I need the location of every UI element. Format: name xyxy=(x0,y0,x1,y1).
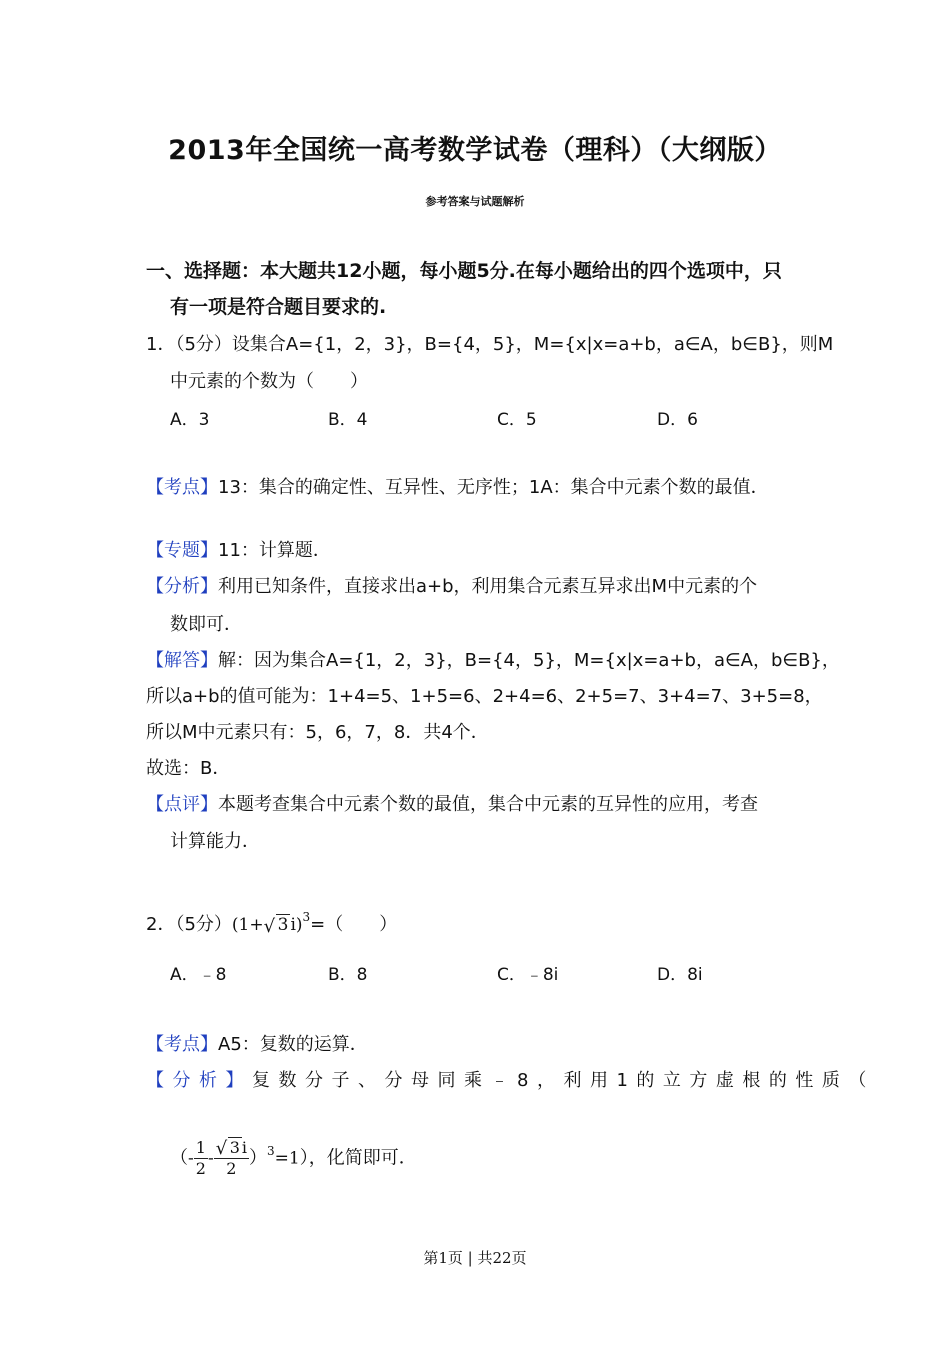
q1-dianping-tag: 【点评】 xyxy=(146,794,218,815)
section-heading-line2: 有一项是符合题目要求的. xyxy=(170,296,387,318)
q2-fraction-sqrt3i-den: 2 xyxy=(226,1159,237,1178)
q2-imag-unit: i xyxy=(290,915,296,935)
q1-option-d: D．6 xyxy=(657,410,698,430)
q1-jieda xyxy=(146,646,840,672)
q2-formula-sqrt: √ 3 xyxy=(215,1138,240,1159)
q1-dianping-line2: 计算能力． xyxy=(170,831,260,852)
q2-fenxi-tag: 【分析】 xyxy=(146,1070,252,1091)
q2-fenxi-line1: 复数分子、分母同乘﹣8，利用1的立方虚根的性质（ xyxy=(252,1070,875,1091)
q1-option-a: A．3 xyxy=(170,410,210,430)
q1-jieda-line4: 故选：B． xyxy=(146,758,231,779)
q1-jieda-tag: 【解答】 xyxy=(146,650,218,671)
q2-fraction-half-den: 2 xyxy=(195,1159,206,1178)
q1-jieda-line3: 所以M中元素只有：5，6，7，8．共4个． xyxy=(146,722,489,743)
q2-expr-close: ) xyxy=(295,915,303,935)
q2-formula-close: ） xyxy=(249,1147,267,1169)
q2-formula-minus: - xyxy=(188,1148,194,1169)
q1-jieda-line2: 所以a+b的值可能为：1+4=5、1+5=6、2+4=6、2+5=7、3+4=7、3+5=8， xyxy=(146,686,823,707)
document-title: 2013年全国统一高考数学试卷（理科）（大纲版） xyxy=(168,135,782,166)
q2-expression xyxy=(231,910,311,937)
q1-kaodian xyxy=(146,473,769,499)
q1-kaodian-text: 13：集合的确定性、互异性、无序性；1A：集合中元素个数的最值． xyxy=(218,477,769,498)
q2-fenxi-line2 xyxy=(170,1138,417,1179)
q1-dianping xyxy=(146,790,758,816)
q1-zhuanti-tag: 【专题】 xyxy=(146,540,218,561)
q1-fenxi xyxy=(146,572,757,598)
section-heading-line1: 一、选择题：本大题共12小题，每小题5分.在每小题给出的四个选项中，只 xyxy=(146,260,782,282)
q2-option-c: C．﹣8i xyxy=(497,965,559,985)
q1-zhuanti xyxy=(146,536,331,562)
q2-kaodian-tag: 【考点】 xyxy=(146,1034,218,1055)
q1-fenxi-tag: 【分析】 xyxy=(146,576,218,597)
q2-stem xyxy=(146,910,397,936)
q2-sqrt: √ 3 xyxy=(263,915,289,937)
q1-stem-line1: 1．（5分）设集合A={1，2，3}，B={4，5}，M={x|x=a+b，a∈A，b∈B}，则M xyxy=(146,334,834,355)
q2-option-d: D．8i xyxy=(657,965,703,985)
q1-fenxi-line2: 数即可． xyxy=(170,614,242,635)
q2-option-b: B．8 xyxy=(328,965,368,985)
q1-jieda-line1: 解：因为集合A={1，2，3}，B={4，5}，M={x|x=a+b，a∈A，b∈B}， xyxy=(218,650,840,671)
q1-option-b: B．4 xyxy=(328,410,368,430)
q2-option-a: A．﹣8 xyxy=(170,965,227,985)
q1-stem-line2: 中元素的个数为（ ） xyxy=(170,371,368,392)
q1-dianping-line1: 本题考查集合中元素个数的最值，集合中元素的互异性的应用，考查 xyxy=(218,794,758,815)
q2-formula-radicand: 3 xyxy=(229,1138,240,1157)
q2-formula-open: （ xyxy=(170,1147,188,1169)
q1-option-c: C．5 xyxy=(497,410,537,430)
q2-formula-imag: i xyxy=(241,1138,247,1157)
q2-fraction-sqrt3i-num xyxy=(214,1138,249,1159)
q2-fraction-half xyxy=(194,1138,208,1179)
q1-zhuanti-text: 11：计算题． xyxy=(218,540,331,561)
q2-fraction-half-num: 1 xyxy=(195,1138,206,1157)
q2-formula-minus2: - xyxy=(207,1148,214,1169)
q2-fenxi-tail: ），化简即可． xyxy=(299,1147,417,1169)
q2-radicand: 3 xyxy=(277,915,289,935)
q2-kaodian xyxy=(146,1030,368,1056)
q2-kaodian-text: A5：复数的运算． xyxy=(218,1034,368,1055)
q2-formula-exponent: 3 xyxy=(267,1143,275,1158)
q1-kaodian-tag: 【考点】 xyxy=(146,477,218,498)
page-footer: 第1页 | 共22页 xyxy=(423,1249,527,1267)
q2-fenxi xyxy=(146,1066,875,1092)
document-subtitle: 参考答案与试题解析 xyxy=(425,195,525,208)
q2-fraction-sqrt3i xyxy=(214,1138,249,1179)
q2-formula-equals: =1 xyxy=(274,1148,300,1169)
q2-exponent: 3 xyxy=(302,910,311,924)
q1-fenxi-line1: 利用已知条件，直接求出a+b，利用集合元素互异求出M中元素的个 xyxy=(218,576,758,597)
q2-expr-open: (1+ xyxy=(231,915,264,935)
q2-prefix: 2．（5分） xyxy=(146,914,232,935)
q2-suffix: =（ ） xyxy=(310,914,398,935)
